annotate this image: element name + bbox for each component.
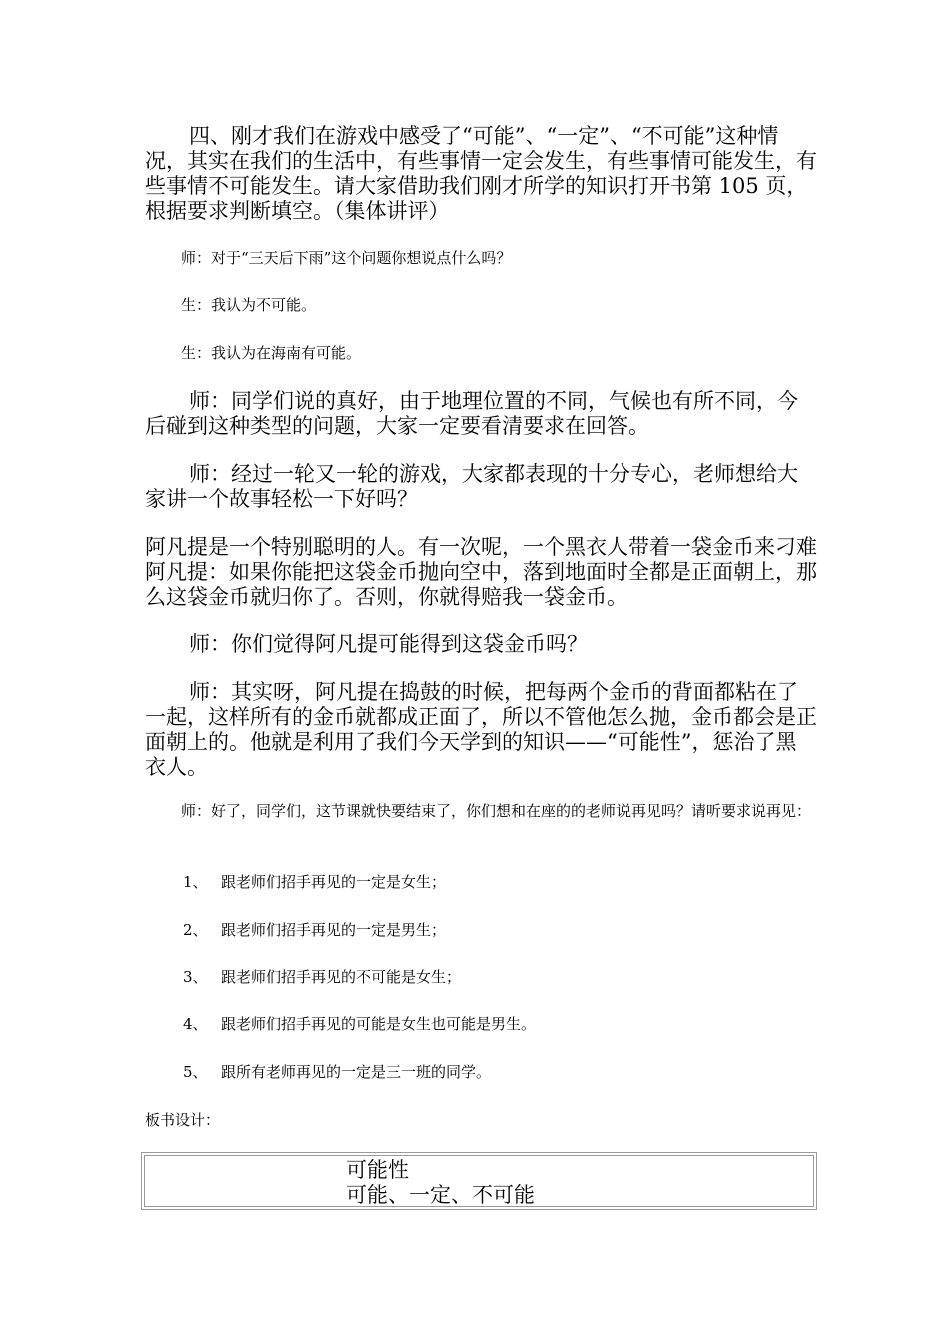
list-item-number: 3、 — [183, 968, 208, 986]
paragraph-teacher-comment: 师：同学们说的真好，由于地理位置的不同，气候也有所不同，今后碰到这种类型的问题，大家一定要看清要求在回答。 — [145, 389, 798, 438]
paragraph-teacher-ask: 师：你们觉得阿凡提可能得到这袋金币吗？ — [189, 632, 588, 656]
paragraph-teacher-story-intro: 师：经过一轮又一轮的游戏，大家都表现的十分专心，老师想给大家讲一个故事轻松一下好吗？ — [145, 462, 798, 511]
board-design-box — [141, 1152, 817, 1210]
list-item — [183, 919, 446, 941]
paragraph-teacher-goodbye: 师：好了，同学们，这节课就快要结束了，你们想和在座的的老师说再见吗？请听要求说再见： — [181, 802, 812, 820]
list-item-text: 跟老师们招手再见的不可能是女生； — [221, 968, 462, 986]
list-item-text: 跟老师们招手再见的可能是女生也可能是男生。 — [221, 1015, 537, 1033]
paragraph-teacher-question: 师：对于“三天后下雨”这个问题你想说点什么吗？ — [181, 249, 512, 267]
list-item-number: 5、 — [183, 1063, 208, 1081]
list-item — [183, 871, 446, 893]
list-item-number: 2、 — [183, 921, 208, 939]
paragraph-teacher-explain: 师：其实呀，阿凡提在捣鼓的时候，把每两个金币的背面都粘在了一起，这样所有的金币就都成正面了，所以不管他怎么抛，金币都会是正面朝上的。他就是利用了我们今天学到的知识——“可能性”，惩治了黑衣人。 — [145, 680, 817, 779]
board-line-title: 可能性 — [346, 1158, 409, 1182]
list-item-number: 1、 — [183, 873, 208, 891]
list-item — [183, 1061, 491, 1083]
paragraph-story: 阿凡提是一个特别聪明的人。有一次呢，一个黑衣人带着一袋金币来刁难阿凡提：如果你能把这袋金币抛向空中，落到地面时全都是正面朝上，那么这袋金币就归你了。否则，你就得赔我一袋金币。 — [145, 535, 817, 609]
list-item-number: 4、 — [183, 1015, 208, 1033]
list-item-text: 跟老师们招手再见的一定是女生； — [221, 873, 447, 891]
board-design-inner — [144, 1155, 814, 1207]
list-item — [183, 966, 461, 988]
paragraph-student-answer-1: 生：我认为不可能。 — [181, 296, 317, 314]
paragraph-intro: 四、刚才我们在游戏中感受了“可能”、“一定”、“不可能”这种情况，其实在我们的生活中，有些事情一定会发生，有些事情可能发生，有些事情不可能发生。请大家借助我们刚才所学的知识打开书第 105 页，根据要求判断填空。（集体讲评） — [145, 124, 817, 223]
paragraph-student-answer-2: 生：我认为在海南有可能。 — [181, 344, 362, 362]
board-line-keywords: 可能、一定、不可能 — [346, 1183, 535, 1207]
list-item-text: 跟所有老师再见的一定是三一班的同学。 — [221, 1063, 492, 1081]
board-design-heading: 板书设计： — [145, 1111, 221, 1129]
list-item — [183, 1013, 536, 1035]
list-item-text: 跟老师们招手再见的一定是男生； — [221, 921, 447, 939]
